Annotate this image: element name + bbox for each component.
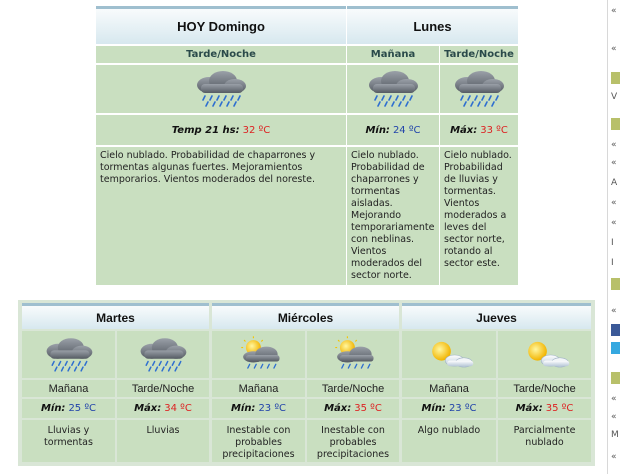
sun-cloud-icon [517, 336, 573, 374]
tomorrow-max-temp-cell [440, 115, 518, 145]
min-temp-label: Mín: [40, 403, 66, 414]
miercoles-max-temp [307, 399, 399, 418]
sidebar-link[interactable]: I [611, 258, 614, 268]
sidebar-link[interactable]: « [611, 158, 617, 168]
today-forecast-text: Cielo nublado. Probabilidad de chaparrones y tormentas algunas fuertes. Mejoramientos temporarios. Vientos moderados del noreste. [96, 147, 346, 285]
miercoles-morning-icon-cell [212, 331, 305, 378]
max-temp-label: Máx: [324, 403, 352, 414]
today-period-label: Tarde/Noche [96, 46, 346, 63]
max-temp-value: 35 ºC [545, 403, 574, 414]
min-temp-value: 23 ºC [258, 403, 287, 414]
sidebar-section-bar [611, 72, 620, 84]
martes-morning-label: Mañana [22, 380, 115, 397]
tomorrow-min-temp-cell [347, 115, 439, 145]
tomorrow-morning-icon-cell [347, 65, 439, 113]
cloud-rain-icon [449, 69, 509, 109]
jueves-morning-label: Mañana [402, 380, 496, 397]
martes-max-temp [117, 399, 209, 418]
sun-cloud-rain-icon [231, 336, 287, 374]
jueves-afternoon-icon-cell [498, 331, 591, 378]
twitter-icon[interactable] [611, 342, 620, 354]
tomorrow-morning-label: Mañana [347, 46, 439, 63]
jueves-morning-desc: Algo nublado [402, 420, 496, 462]
tomorrow-afternoon-forecast-text: Cielo nublado. Probabilidad de lluvias y tormentas. Vientos moderados a leves del sector norte, rotando al sector este. [440, 147, 518, 285]
sidebar-link[interactable]: « [611, 6, 617, 16]
miercoles-min-temp [212, 399, 305, 418]
sidebar-link[interactable]: A [611, 178, 618, 188]
tomorrow-afternoon-icon-cell [440, 65, 518, 113]
sidebar-section-bar [611, 372, 620, 384]
sidebar-section-bar [611, 278, 620, 290]
miercoles-morning-label: Mañana [212, 380, 305, 397]
miercoles-morning-desc: Inestable con probables precipitaciones [212, 420, 305, 462]
min-temp-label: Mín: [365, 124, 390, 136]
jueves-afternoon-label: Tarde/Noche [498, 380, 591, 397]
martes-min-temp [22, 399, 115, 418]
max-temp-label: Máx: [134, 403, 162, 414]
sidebar-link[interactable]: « [611, 218, 617, 228]
jueves-header: Jueves [402, 303, 591, 329]
tomorrow-day-header: Lunes [347, 6, 518, 44]
miercoles-header: Miércoles [212, 303, 399, 329]
martes-morning-desc: Lluvias y tormentas [22, 420, 115, 462]
temp-label: Temp 21 hs: [171, 124, 240, 136]
cloud-rain-icon [41, 336, 97, 374]
cloud-rain-icon [191, 69, 251, 109]
tomorrow-afternoon-label: Tarde/Noche [440, 46, 518, 63]
today-temp-cell [96, 115, 346, 145]
sidebar-link[interactable]: « [611, 394, 617, 404]
max-temp-value: 35 ºC [354, 403, 382, 414]
sidebar-link[interactable]: I [611, 238, 614, 248]
jueves-afternoon-desc: Parcialmente nublado [498, 420, 591, 462]
martes-afternoon-label: Tarde/Noche [117, 380, 209, 397]
cloud-rain-icon [363, 69, 423, 109]
max-temp-value: 34 ºC [164, 403, 192, 414]
cloud-rain-icon [135, 336, 191, 374]
sidebar-link[interactable]: « [611, 412, 617, 422]
sidebar-link[interactable]: M [611, 430, 619, 440]
jueves-min-temp [402, 399, 496, 418]
miercoles-afternoon-icon-cell [307, 331, 399, 378]
sun-cloud-icon [421, 336, 477, 374]
martes-header: Martes [22, 303, 209, 329]
sidebar-link[interactable]: V [611, 92, 618, 102]
min-temp-label: Mín: [230, 403, 256, 414]
sidebar-link[interactable]: « [611, 198, 617, 208]
sidebar-link[interactable]: « [611, 452, 617, 462]
temp-value: 32 ºC [242, 124, 271, 136]
max-temp-label: Máx: [450, 124, 478, 136]
min-temp-value: 25 ºC [68, 403, 97, 414]
martes-afternoon-desc: Lluvias [117, 420, 209, 462]
jueves-max-temp [498, 399, 591, 418]
sidebar-section-bar [611, 118, 620, 130]
sidebar-link[interactable]: « [611, 140, 617, 150]
min-temp-value: 23 ºC [448, 403, 477, 414]
sidebar-link[interactable]: « [611, 44, 617, 54]
right-sidebar [607, 0, 620, 474]
sun-cloud-rain-icon [325, 336, 381, 374]
miercoles-afternoon-label: Tarde/Noche [307, 380, 399, 397]
sidebar-link[interactable]: « [611, 306, 617, 316]
tomorrow-morning-forecast-text: Cielo nublado. Probabilidad de chaparrones y tormentas aisladas. Mejorando temporariamente con neblinas. Vientos moderados del sector norte. [347, 147, 439, 285]
miercoles-afternoon-desc: Inestable con probables precipitaciones [307, 420, 399, 462]
max-temp-value: 33 ºC [480, 124, 508, 136]
jueves-morning-icon-cell [402, 331, 496, 378]
today-day-header: HOY Domingo [96, 6, 346, 44]
facebook-icon[interactable] [611, 324, 620, 336]
max-temp-label: Máx: [515, 403, 543, 414]
martes-morning-icon-cell [22, 331, 115, 378]
min-temp-value: 24 ºC [392, 124, 421, 136]
min-temp-label: Mín: [421, 403, 446, 414]
martes-afternoon-icon-cell [117, 331, 209, 378]
today-icon-cell [96, 65, 346, 113]
